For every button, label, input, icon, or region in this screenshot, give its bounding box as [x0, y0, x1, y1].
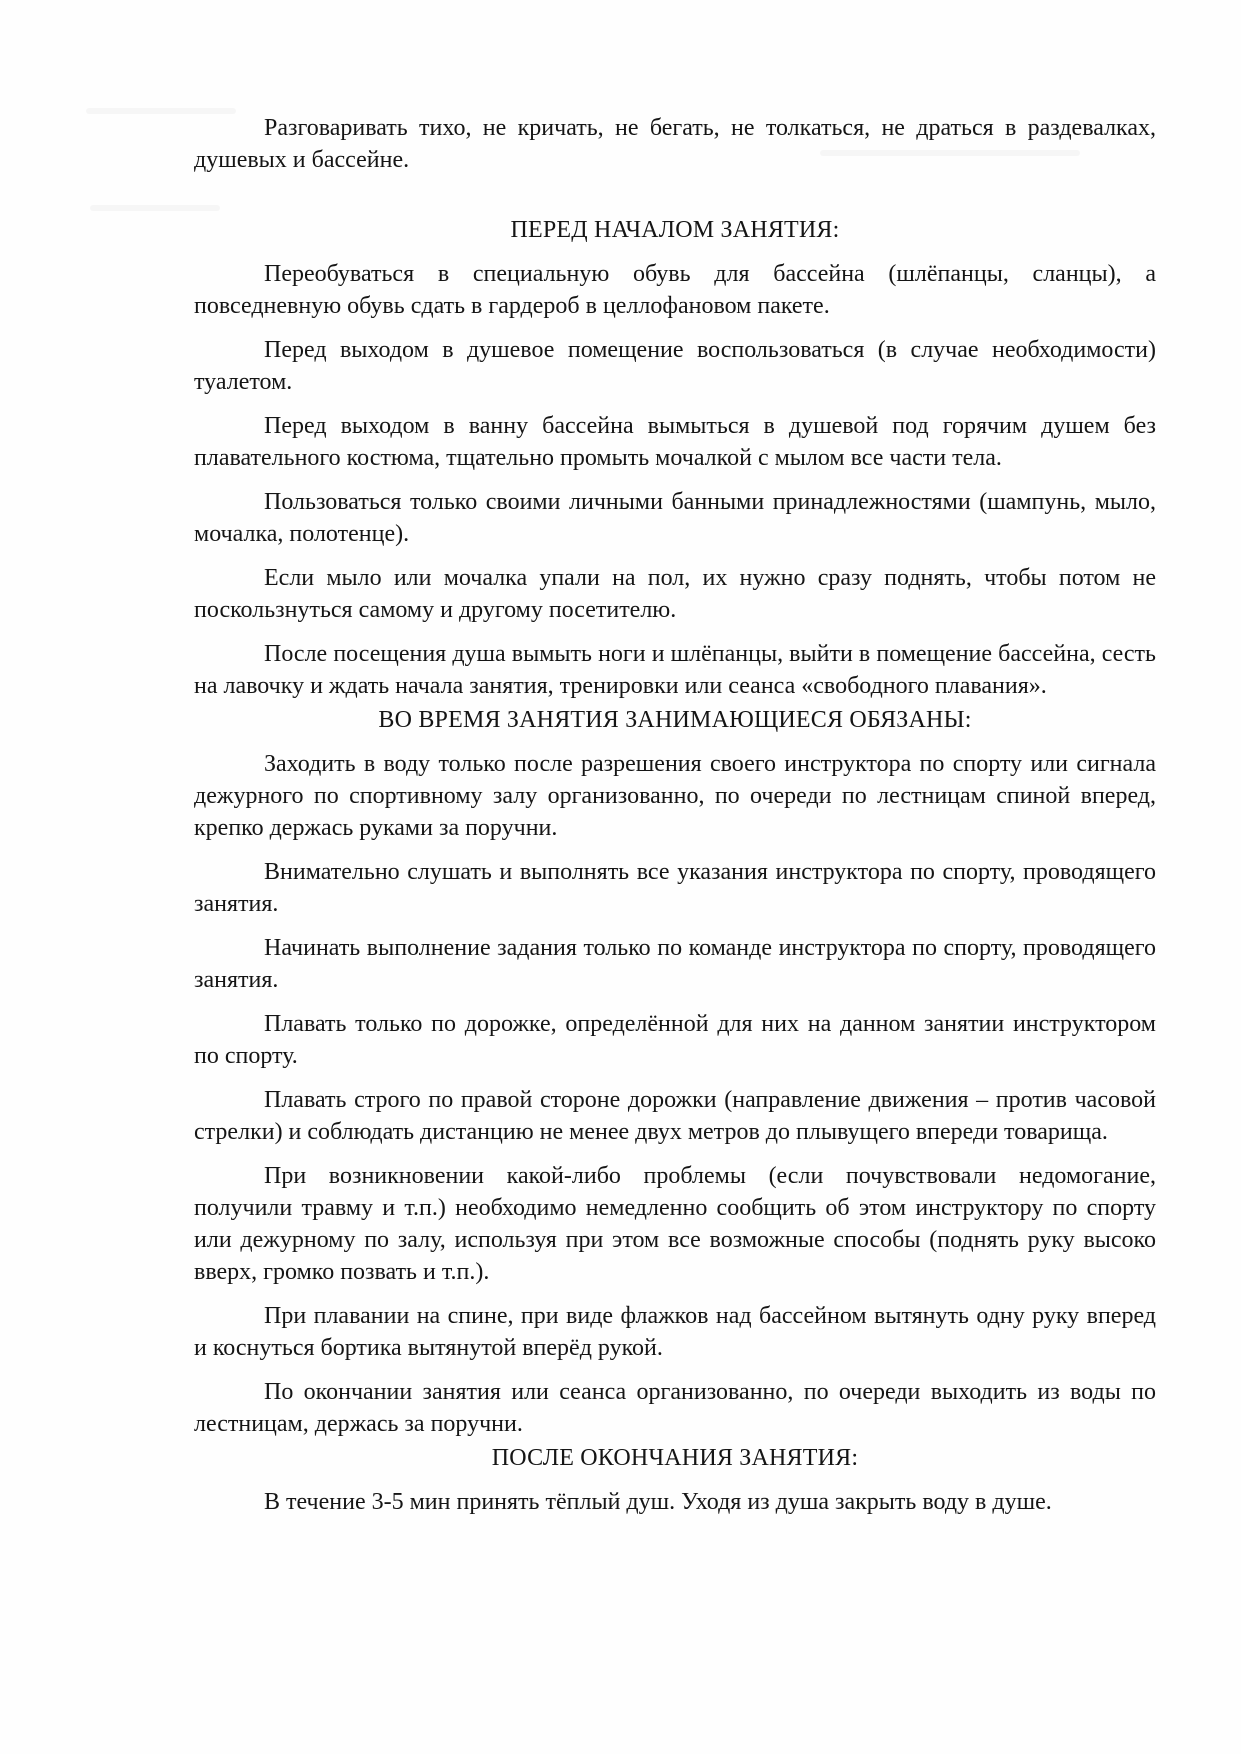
during-item: По окончании занятия или сеанса организованно, по очереди выходить из воды по лестницам, держась за поручни.: [194, 1379, 1156, 1437]
during-item: Плавать только по дорожке, определённой для них на данном занятии инструктором по спорту.: [194, 1011, 1156, 1069]
section-heading-after: ПОСЛЕ ОКОНЧАНИЯ ЗАНЯТИЯ:: [491, 1445, 859, 1471]
during-item: Плавать строго по правой стороне дорожки (направление движения – против часовой стрелки) и соблюдать дистанцию не менее двух метров до плывущего впереди товарища.: [194, 1087, 1156, 1145]
intro-paragraph: Разговаривать тихо, не кричать, не бегать, не толкаться, не драться в раздевалках, душевых и бассейне.: [194, 115, 1156, 173]
section-heading-during: ВО ВРЕМЯ ЗАНЯТИЯ ЗАНИМАЮЩИЕСЯ ОБЯЗАНЫ:: [378, 707, 972, 733]
before-item: Перед выходом в душевое помещение воспользоваться (в случае необходимости) туалетом.: [194, 337, 1156, 395]
before-item: Переобуваться в специальную обувь для бассейна (шлёпанцы, сланцы), а повседневную обувь сдать в гардероб в целлофановом пакете.: [194, 261, 1156, 319]
before-item: После посещения душа вымыть ноги и шлёпанцы, выйти в помещение бассейна, сесть на лавочку и ждать начала занятия, тренировки или сеанса «свободного плавания».: [194, 641, 1156, 699]
during-item: При возникновении какой-либо проблемы (если почувствовали недомогание, получили травму и т.п.) необходимо немедленно сообщить об этом инструктору по спорту или дежурному по залу, используя при этом все возможные способы (поднять руку высоко вверх, громко позвать и т.п.).: [194, 1163, 1156, 1285]
section-heading-before: ПЕРЕД НАЧАЛОМ ЗАНЯТИЯ:: [510, 217, 840, 243]
during-item: Начинать выполнение задания только по команде инструктора по спорту, проводящего занятия.: [194, 935, 1156, 993]
during-item: При плавании на спине, при виде флажков над бассейном вытянуть одну руку вперед и коснуться бортика вытянутой вперёд рукой.: [194, 1303, 1156, 1361]
during-item: Внимательно слушать и выполнять все указания инструктора по спорту, проводящего занятия.: [194, 859, 1156, 917]
during-item: Заходить в воду только после разрешения своего инструктора по спорту или сигнала дежурного по спортивному залу организованно, по очереди по лестницам спиной вперед, крепко держась руками за поручни.: [194, 751, 1156, 841]
before-item: Перед выходом в ванну бассейна вымыться в душевой под горячим душем без плавательного костюма, тщательно промыть мочалкой с мылом все части тела.: [194, 413, 1156, 471]
document-body: [194, 112, 1156, 1530]
before-item: Пользоваться только своими личными банными принадлежностями (шампунь, мыло, мочалка, полотенце).: [194, 489, 1156, 547]
after-item: В течение 3-5 мин принять тёплый душ. Уходя из душа закрыть воду в душе.: [264, 1489, 1052, 1515]
before-item: Если мыло или мочалка упали на пол, их нужно сразу поднять, чтобы потом не поскользнуться самому и другому посетителю.: [194, 565, 1156, 623]
